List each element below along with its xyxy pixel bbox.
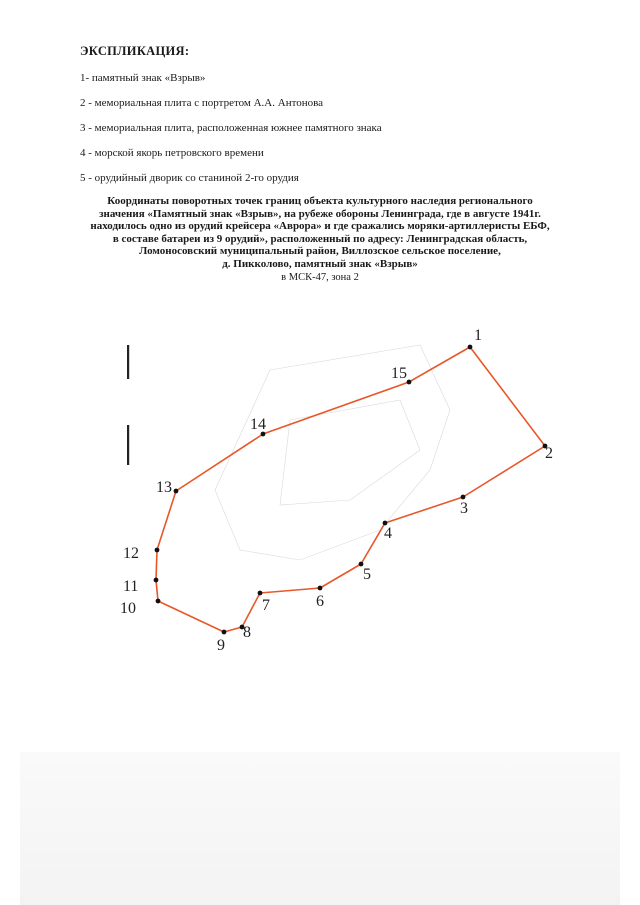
boundary-point-12	[155, 548, 160, 553]
boundary-point-label-3: 3	[460, 500, 468, 517]
coordinates-caption	[60, 195, 580, 284]
explication-title: ЭКСПЛИКАЦИЯ:	[80, 44, 190, 58]
boundary-plan	[0, 300, 640, 680]
caption-line-1: Координаты поворотных точек границ объекта культурного наследия регионального	[107, 195, 533, 207]
boundary-point-label-6: 6	[316, 593, 324, 610]
explication-item-1: 1- памятный знак «Взрыв»	[80, 72, 206, 84]
boundary-point-label-4: 4	[384, 525, 392, 542]
boundary-point-label-13: 13	[156, 479, 172, 496]
boundary-point-label-15: 15	[391, 365, 407, 382]
boundary-point-6	[318, 586, 323, 591]
boundary-point-label-1: 1	[474, 327, 482, 344]
background-survey-lines	[215, 345, 450, 560]
boundary-point-label-8: 8	[243, 624, 251, 641]
margin-mark-upper	[127, 345, 129, 379]
explication-item-4: 4 - морской якорь петровского времени	[80, 147, 264, 159]
boundary-point-10	[156, 599, 161, 604]
boundary-plan-svg	[0, 300, 640, 680]
explication-section	[80, 44, 560, 197]
scan-bottom-shade	[20, 752, 620, 905]
boundary-point-label-2: 2	[545, 445, 553, 462]
margin-mark-lower	[127, 425, 129, 465]
explication-item-3: 3 - мемориальная плита, расположенная южнее памятного знака	[80, 122, 382, 134]
caption-line-4: в составе батареи из 9 орудий», расположенный по адресу: Ленинградская область,	[112, 232, 528, 245]
explication-item-5: 5 - орудийный дворик со станиной 2-го орудия	[80, 172, 299, 184]
caption-line-2: значения «Памятный знак «Взрыв», на рубеже обороны Ленинграда, где в августе 1941г.	[99, 207, 541, 220]
caption-line-3: находилось одно из орудий крейсера «Аврора» и где сражались моряки-артиллеристы ЕБФ,	[90, 220, 550, 233]
caption-line-5: Ломоносовский муниципальный район, Виллозское сельское поселение,	[139, 245, 501, 258]
boundary-point-label-14: 14	[250, 416, 266, 433]
boundary-point-label-7: 7	[262, 597, 270, 614]
caption-line-6: д. Пикколово, памятный знак «Взрыв»	[222, 257, 418, 270]
boundary-point-13	[174, 489, 179, 494]
coordinate-system-label: в МСК-47, зона 2	[281, 271, 359, 283]
boundary-labels	[120, 327, 553, 654]
boundary-point-11	[154, 578, 159, 583]
background-outline	[215, 345, 450, 560]
boundary-point-label-10: 10	[120, 600, 136, 617]
boundary-point-9	[222, 630, 227, 635]
boundary-point-15	[407, 380, 412, 385]
boundary-point-label-5: 5	[363, 566, 371, 583]
boundary-point-7	[258, 591, 263, 596]
boundary-line	[156, 347, 545, 632]
boundary-point-label-12: 12	[123, 545, 139, 562]
boundary-point-1	[468, 345, 473, 350]
boundary-points	[154, 345, 548, 635]
boundary-point-label-9: 9	[217, 637, 225, 654]
background-inner-outline	[280, 400, 420, 505]
boundary-point-label-11: 11	[123, 578, 139, 595]
boundary-point-3	[461, 495, 466, 500]
explication-item-2: 2 - мемориальная плита с портретом А.А. Антонова	[80, 97, 324, 109]
